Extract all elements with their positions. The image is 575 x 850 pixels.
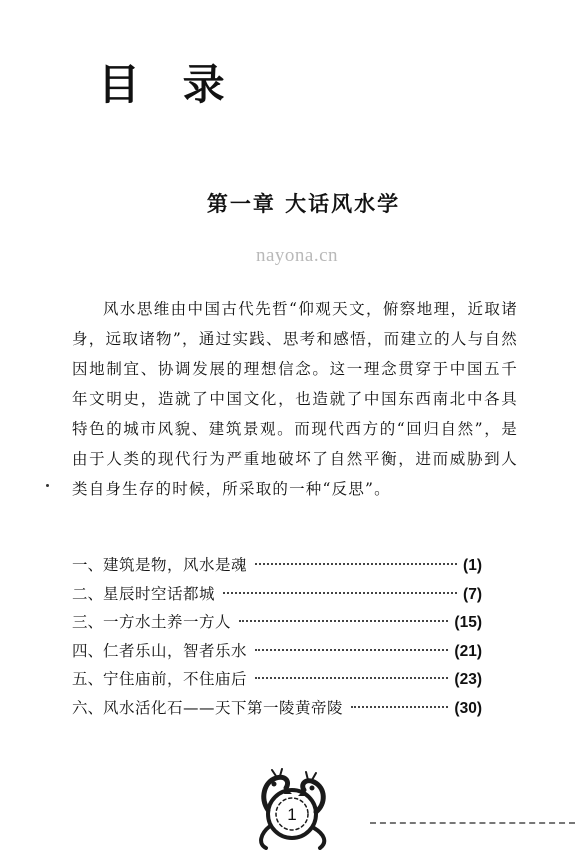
toc-entry[interactable] (72, 553, 482, 582)
toc-entry[interactable] (72, 639, 482, 668)
toc-leader-dots (351, 706, 448, 708)
toc-entry[interactable] (72, 610, 482, 639)
footer-dashed-rule (370, 822, 575, 824)
toc-entry-page: (7) (463, 585, 482, 603)
watermark: nayona.cn (256, 245, 339, 266)
toc-entry-page: (15) (454, 614, 482, 631)
toc-leader-dots (255, 649, 448, 651)
toc-leader-dots (255, 563, 457, 565)
toc-entry-number: 二、 (72, 584, 104, 603)
toc-entry-number: 一、 (72, 556, 104, 574)
toc-entry-title: 一方水土养一方人 (103, 613, 232, 631)
toc-leader-dots (223, 592, 457, 594)
toc-entry-number: 四、 (72, 641, 104, 660)
chapter-title: 第一章 大话风水学 (206, 192, 401, 216)
toc-leader-dots (255, 677, 448, 679)
toc-entry[interactable] (72, 667, 482, 696)
toc-entry-page: (23) (454, 671, 482, 688)
toc-entry-page: (21) (454, 642, 482, 660)
page-title: 目 录 (98, 60, 239, 109)
scan-speck (46, 484, 49, 487)
toc-entry-number: 六、 (72, 698, 104, 717)
toc-entry-title: 风水活化石——天下第一陵黄帝陵 (103, 698, 344, 717)
toc-leader-dots (239, 620, 448, 622)
toc-entry-title: 仁者乐山，智者乐水 (103, 641, 248, 660)
toc-entry-title: 建筑是物，风水是魂 (103, 556, 248, 574)
toc-entry[interactable] (72, 696, 482, 725)
toc-entry-title: 星辰时空话都城 (103, 584, 216, 603)
table-of-contents (72, 553, 482, 724)
toc-entry-title: 宁住庙前，不住庙后 (103, 670, 248, 688)
chapter-intro: 风水思维由中国古代先哲“仰观天文，俯察地理，近取诸身，远取诸物”，通过实践、思考和感悟，而建立的人与自然因地制宜、协调发展的理想信念。这一理念贯穿于中国五千年文明史，造就了中国文化，也造就了中国东西南北中各具特色的城市风貌、建筑景观。而现代西方的“回归自然”，是由于人类的现代行为严重地破坏了自然平衡，进而威胁到人类自身生存的时候，所采取的一种“反思”。 (72, 300, 518, 498)
page-number: 1 (282, 805, 302, 825)
toc-entry-number: 三、 (72, 613, 104, 631)
toc-entry-number: 五、 (72, 670, 104, 688)
toc-entry-page: (30) (454, 699, 482, 717)
toc-entry[interactable] (72, 582, 482, 611)
toc-entry-page: (1) (463, 557, 482, 574)
